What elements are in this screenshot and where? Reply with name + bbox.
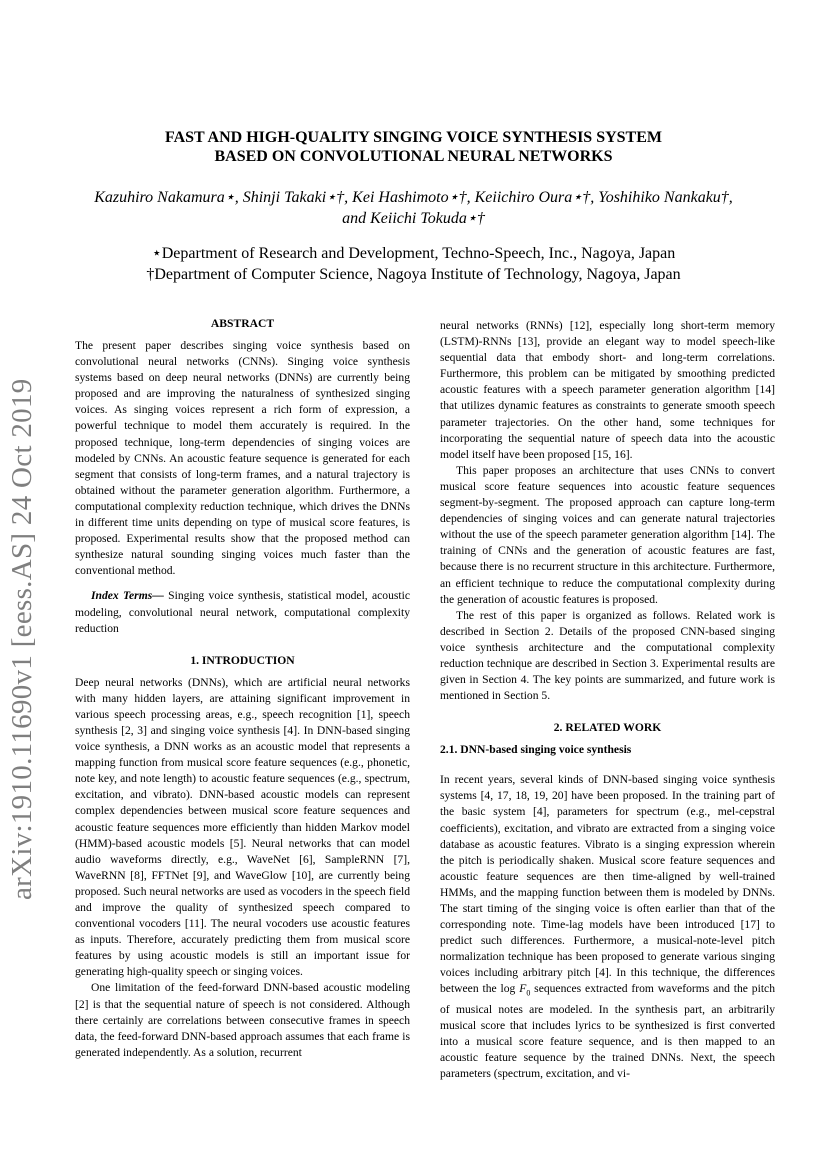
related-text-part: sequences extracted from waveforms and the pitch of musical notes are modeled. In the synthesis part, an arbitrarily musical score that includes lyrics to be synthesized is first converted into a musical score feature sequence, and is then mapped to an acoustic feature sequence by the trained DNNs. Next, the speech parameters (spectrum, excitation, and vi- xyxy=(440,982,775,1081)
title-line: FAST AND HIGH-QUALITY SINGING VOICE SYNTHESIS SYSTEM xyxy=(165,129,662,146)
intro-paragraph-continued: neural networks (RNNs) [12], especially long short-term memory (LSTM)-RNNs [13], provide an elegant way to model speech-like sequential data that embody short- and long-term correlations. Furthermore, this problem can be mitigated by smoothing predicted acoustic features with a speech parameter generation algorithm [14] that utilizes dynamic features as constraints to generate smooth speech parameter trajectories. On the other hand, some techniques for incorporating the sequential nature of speech data into the acoustic model itself have been proposed [15, 16]. xyxy=(440,319,775,461)
intro-paragraph: One limitation of the feed-forward DNN-based acoustic modeling [2] is that the sequential nature of speech is not considered. Although there certainly are correlations between consecutive frames in speech data, the feed-forward DNN-based approach assumes that each frame is generated independently. As a solution, recurrent xyxy=(75,981,410,1059)
paper-title xyxy=(100,128,727,166)
subsection-heading: 2.1. DNN-based singing voice synthesis xyxy=(440,743,632,757)
intro-paragraph: The rest of this paper is organized as follows. Related work is described in Section 2. Details of the proposed CNN-based singing voice synthesis architecture and the computational complexity reduction technique are described in Section 3. Experimental results are given in Section 4. The key points are summarized, and future work is mentioned in Section 5. xyxy=(440,608,775,703)
affiliation-line: †Department of Computer Science, Nagoya Institute of Technology, Nagoya, Japan xyxy=(146,266,681,283)
index-terms xyxy=(75,588,410,636)
index-terms-text: Singing voice synthesis, statistical model, acoustic modeling, convolutional neural network, computational complexity reduction xyxy=(75,589,410,635)
title-line: BASED ON CONVOLUTIONAL NEURAL NETWORKS xyxy=(214,148,613,165)
author-line: and Keiichi Tokuda⋆† xyxy=(342,210,485,227)
intro-paragraph: Deep neural networks (DNNs), which are artificial neural networks with many hidden layers, are attaining significant improvement in various speech processing areas, e.g., speech recognition [1], speech synthesis [2, 3] and singing voice synthesis [4]. In DNN-based singing voice synthesis, a DNN works as an acoustic model that represents a mapping function from musical score feature sequences (e.g., phonetic, note key, and note length) to acoustic feature sequences (e.g., spectrum, excitation, and vibrato). DNN-based acoustic models can represent complex dependencies between musical score feature sequences and acoustic feature sequences more efficiently than hidden Markov model (HMM)-based acoustic models [5]. Neural networks that can model audio waveforms directly, e.g., WaveNet [6], SampleRNN [7], WaveRNN [8], FFTNet [9], and WaveGlow [10], are currently being proposed. Such neural networks are used as vocoders in the speech field and improve the quality of synthesized speech compared to conventional vocoders [11]. The neural vocoders use acoustic features as inputs. Therefore, accurately predicting them from musical score features by using acoustic models is still an important issue for generating high-quality speech or singing voices. xyxy=(75,675,410,979)
index-terms-label: Index Terms— xyxy=(91,589,164,603)
author-line: Kazuhiro Nakamura⋆, Shinji Takaki⋆†, Kei Hashimoto⋆†, Keiichiro Oura⋆†, Yoshihiko Nankaku†, xyxy=(94,189,733,206)
left-column xyxy=(75,316,410,1061)
section-heading-related-work: 2. RELATED WORK xyxy=(553,721,662,735)
arxiv-stamp: arXiv:1910.11690v1 [eess.AS] 24 Oct 2019 xyxy=(6,378,38,900)
related-text-part: In recent years, several kinds of DNN-based singing voice synthesis systems [4, 17, 18, 19, 20] have been proposed. In the training part of the basic system [4], parameters for spectrum (e.g., mel-cepstral coefficients), excitation, and vibrato are extracted from a singing voice database as acoustic features. Vibrato is a singing expression wherein the pitch is periodically shaken. Musical score feature sequences and acoustic feature sequences are then time-aligned by well-trained HMMs, and the mapping function between them is modeled by DNNs. The start timing of the singing voice is often earlier than that of the corresponding note. Time-lag models have been introduced [17] to predict such differences. Furthermore, a musical-note-level pitch normalization technique has been proposed to generate various singing voices including arbitrary pitch [4]. In this technique, the differences between the log xyxy=(440,773,775,996)
right-column xyxy=(440,318,775,1082)
section-heading-abstract: ABSTRACT xyxy=(210,317,275,330)
affiliation-line: ⋆Department of Research and Development, Techno-Speech, Inc., Nagoya, Japan xyxy=(151,245,676,262)
related-paragraph xyxy=(440,772,775,1082)
affiliations xyxy=(80,243,747,285)
math-f0: $F_0$ xyxy=(519,982,531,998)
abstract-text: The present paper describes singing voice synthesis based on convolutional neural networks (CNNs). Singing voice synthesis systems based on deep neural networks (DNNs) are currently being proposed and are improving the naturalness of synthesized singing voices. As singing voices represent a rich form of expression, a powerful technique to model them accurately is required. In the proposed technique, long-term dependencies of singing voices are modeled by CNNs. An acoustic feature sequence is generated for each segment that consists of long-term frames, and a natural trajectory is obtained without the parameter generation algorithm. Furthermore, a computational complexity reduction technique, which drives the DNNs in different time units depending on type of musical score features, is proposed. Experimental results show that the proposed method can synthesize natural sounding singing voices much faster than the conventional method. xyxy=(75,339,410,578)
intro-paragraph: This paper proposes an architecture that uses CNNs to convert musical score feature sequences into acoustic feature sequences segment-by-segment. The proposed approach can capture long-term dependencies of singing voices and can generate natural trajectories without the use of the speech parameter generation algorithm [14]. The training of CNNs and the generation of acoustic features are fast, because there is no recurrent structure in this architecture. Furthermore, an efficient technique to reduce the computational complexity during the generation of acoustic features is proposed. xyxy=(440,463,775,606)
author-list xyxy=(80,187,747,229)
section-heading-introduction: 1. INTRODUCTION xyxy=(190,653,295,667)
